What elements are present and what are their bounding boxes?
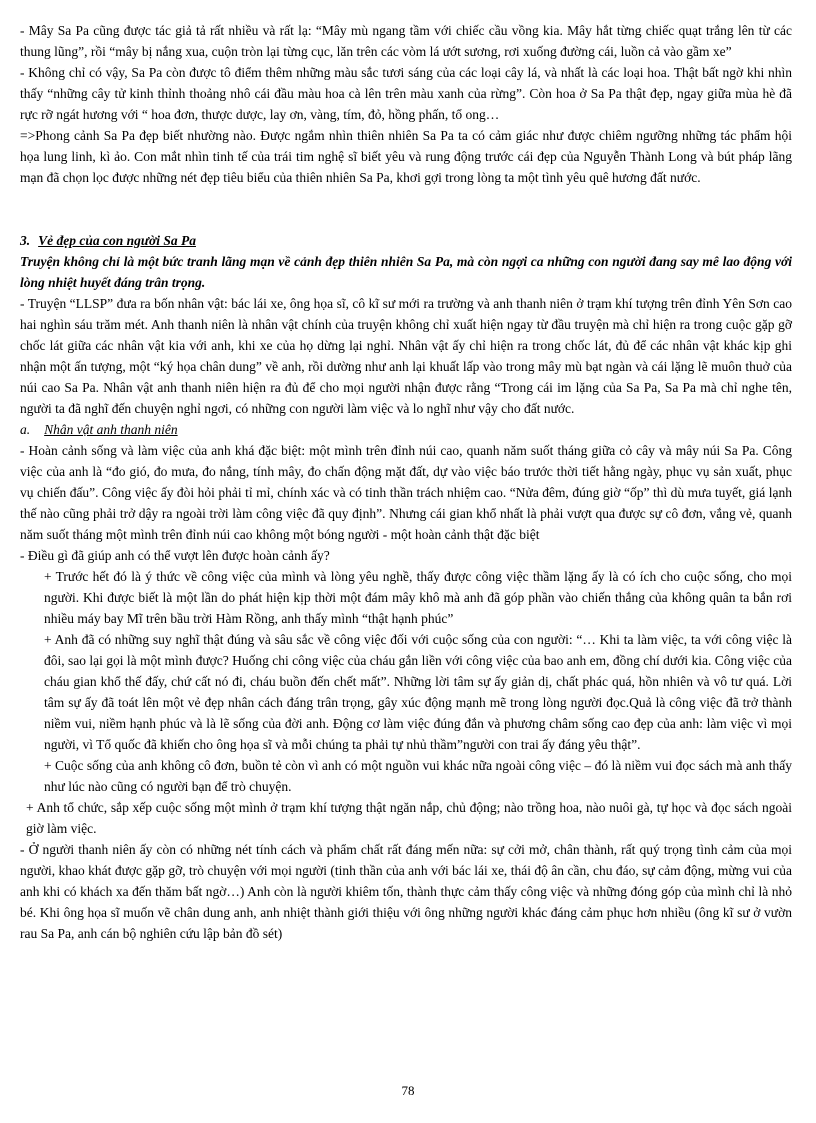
paragraph-may-sapa: - Mây Sa Pa cũng được tác giả tả rất nhiều và rất lạ: “Mây mù ngang tầm với chiếc cầu vồng kia. Mây hắt từng chiếc quạt trắng lên từ các thung lũng”, rồi “mây bị nắng xua, cuộn tròn lại từng cục, lăn trên các vòm lá ướt sương, rơi xuống đường cái, luồn cả vào gầm xe” xyxy=(20,23,792,59)
document-page xyxy=(20,20,792,944)
bullet-y-thuc: + Trước hết đó là ý thức về công việc của mình và lòng yêu nghề, thấy được công việc thầm lặng ấy là có ích cho cuộc sống, cho mọi người. Khi được biết là một lần do phát hiện kịp thời một đám mây khô mà anh đã góp phần vào chiến thắng của không quân ta bắn rơi nhiều máy bay Mĩ trên bầu trời Hàm Rồng, anh thấy mình “thật hạnh phúc” xyxy=(44,569,792,626)
subsection-a-letter: a. xyxy=(20,422,31,437)
paragraph-hoan-canh: - Hoàn cảnh sống và làm việc của anh khá đặc biệt: một mình trên đỉnh núi cao, quanh năm suốt tháng giữa cỏ cây và mây núi Sa Pa. Công việc của anh là “đo gió, đo mưa, đo nắng, tính mây, đo chấn động mặt đất, dự vào việc báo trước thời tiết hằng ngày, phục vụ sản xuất, phục vụ chiến đấu”. Công việc ấy đòi hỏi phải tỉ mỉ, chính xác và có tinh thần trách nhiệm cao. “Nửa đêm, đúng giờ “ốp” thì dù mưa tuyết, giá lạnh thế nào cũng phải trở dậy ra ngoài trời làm công việc đã quy định”. Nhưng cái gian khổ nhất là phải vượt qua được sự cô đơn, vắng vẻ, quanh năm suốt tháng một mình trên đỉnh núi cao không một bóng người - một hoàn cảnh thật đặc biệt xyxy=(20,443,792,542)
paragraph-question: - Điều gì đã giúp anh có thể vượt lên được hoàn cảnh ấy? xyxy=(20,548,330,563)
subsection-a-title: Nhân vật anh thanh niên xyxy=(44,422,178,437)
section-3-intro: Truyện không chỉ là một bức tranh lãng mạn về cảnh đẹp thiên nhiên Sa Pa, mà còn ngợi ca những con người đang say mê lao động với lòng nhiệt huyết đáng trân trọng. xyxy=(20,254,792,290)
paragraph-bon-nhan-vat: - Truyện “LLSP” đưa ra bốn nhân vật: bác lái xe, ông họa sĩ, cô kĩ sư mới ra trường và anh thanh niên ở trạm khí tượng trên đỉnh Yên Sơn cao hai nghìn sáu trăm mét. Anh thanh niên là nhân vật chính của truyện không chỉ xuất hiện ngay từ đầu truyện mà chỉ hiện ra trong cuộc gặp gỡ chốc lát giữa các nhân vật kia với anh, khi xe của họ dừng lại nghỉ. Nhân vật ấy chỉ hiện ra trong chốc lát, đủ để các nhân vật khác kịp ghi nhận một ấn tượng, một “ký họa chân dung” về anh, rồi dường như anh lại khuất lấp vào trong mây mù bạt ngàn và cái lặng lẽ muôn thuở của núi cao Sa Pa. Nhân vật anh thanh niên hiện ra đủ để cho mọi người nhận được rằng “Trong cái im lặng của Sa Pa, Sa Pa mà chỉ nghe tên, người ta đã nghĩ đến chuyện nghỉ ngơi, có những con người làm việc và lo nghĩ như vậy cho đất nước. xyxy=(20,296,792,416)
bullet-to-chuc: + Anh tổ chức, sắp xếp cuộc sống một mình ở trạm khí tượng thật ngăn nắp, chủ động; nào trồng hoa, nào nuôi gà, tự học và đọc sách ngoài giờ làm việc. xyxy=(26,800,792,836)
subsection-a-heading xyxy=(20,419,792,440)
paragraph-ket-luan: =>Phong cảnh Sa Pa đẹp biết nhường nào. Được ngắm nhìn thiên nhiên Sa Pa ta có cảm giác như được chiêm ngưỡng những tác phẩm hội họa lung linh, kì ảo. Con mắt nhìn tinh tế của trái tim nghệ sĩ biết yêu và rung động trước cái đẹp của Nguyễn Thành Long và bút pháp lãng mạn đã chọn lọc được những nét đẹp tiêu biểu của thiên nhiên Sa Pa, khơi gợi trong lòng ta một tình yêu quê hương đất nước. xyxy=(20,128,792,185)
section-3-title: Vẻ đẹp của con người Sa Pa xyxy=(38,233,196,248)
bullet-doc-sach: + Cuộc sống của anh không cô đơn, buồn tẻ còn vì anh có một nguồn vui khác nữa ngoài công việc – đó là niềm vui đọc sách mà anh thấy như lúc nào cũng có người bạn để trò chuyện. xyxy=(44,758,792,794)
section-3-heading xyxy=(20,230,792,251)
paragraph-tinh-cach: - Ở người thanh niên ấy còn có những nét tính cách và phẩm chất rất đáng mến nữa: sự cởi mở, chân thành, rất quý trọng tình cảm của mọi người, khao khát được gặp gỡ, trò chuyện với mọi người (tinh thần của anh với bác lái xe, thái độ ân cần, chu đáo, sự cảm động, mừng vui của anh khi có khách xa đến thăm bất ngờ…) Anh còn là người khiêm tốn, thành thực cảm thấy công việc và những đóng góp của mình chỉ là nhỏ bé. Khi ông họa sĩ muốn vẽ chân dung anh, anh nhiệt thành giới thiệu với ông những người khác đáng cảm phục hơn nhiều (ông kĩ sư ở vườn rau Sa Pa, anh cán bộ nghiên cứu lập bản đồ sét) xyxy=(20,842,792,941)
page-number: 78 xyxy=(401,1083,415,1098)
section-3-number: 3. xyxy=(20,233,31,248)
paragraph-mau-sac: - Không chỉ có vậy, Sa Pa còn được tô điểm thêm những màu sắc tươi sáng của các loại cây lá, và nhất là các loại hoa. Thật bất ngờ khi nhìn thấy “những cây tử kinh thỉnh thoảng nhô cái đầu màu hoa cà lên trên màu xanh của rừng”. Còn hoa ở Sa Pa thật đẹp, ngay giữa mùa hè đã rực rỡ ngát hương với “ hoa đơn, thược dược, lay ơn, vàng, tím, đỏ, hồng phấn, tổ ong… xyxy=(20,65,792,122)
bullet-suy-nghi: + Anh đã có những suy nghĩ thật đúng và sâu sắc về công việc đối với cuộc sống của con người: “… Khi ta làm việc, ta với công việc là đôi, sao lại gọi là một mình được? Huống chi công việc của cháu gắn liền với công việc của bao anh em, đồng chí dưới kia. Công việc của cháu gian khổ thế đấy, chứ cất nó đi, cháu buồn đến chết mất”. Những lời tâm sự ấy giản dị, chất phác quá, hồn nhiên và vô tư quá. Lời tâm sự ấy đã toát lên một vẻ đẹp nhân cách đáng trân trọng, gây xúc động mạnh mẽ trong lòng người đọc.Quả là công việc đã trở thành niềm vui, niềm hạnh phúc và là lẽ sống của đời anh. Động cơ làm việc đúng đắn và phương châm sống cao đẹp của anh: làm việc vì mọi người, vì Tổ quốc đã khiến cho ông họa sĩ và mỗi chúng ta phải tự nhủ thầm”người con trai ấy đáng yêu thật”. xyxy=(44,632,792,752)
section-gap xyxy=(20,188,792,230)
